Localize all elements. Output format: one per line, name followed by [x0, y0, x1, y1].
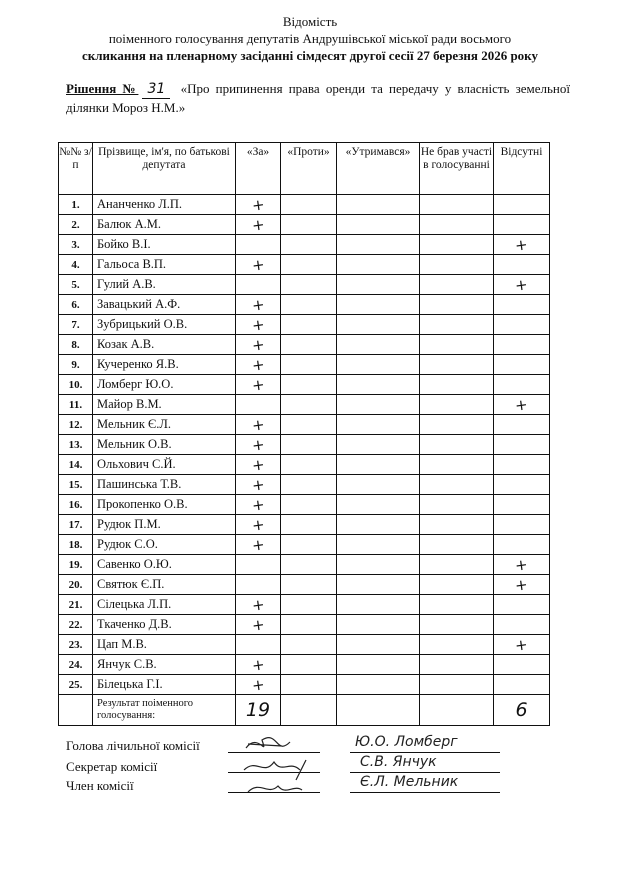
vote-for-mark	[236, 415, 281, 435]
row-number: 18.	[59, 535, 93, 555]
plus-mark: +	[250, 194, 266, 215]
vote-absent-mark	[494, 275, 550, 295]
plus-mark: +	[514, 554, 529, 575]
table-row	[59, 315, 550, 335]
deputy-name: Рудюк П.М.	[93, 515, 236, 535]
plus-mark: +	[514, 574, 529, 595]
vote-absent-mark	[494, 595, 550, 615]
row-number: 13.	[59, 435, 93, 455]
vote-notvoted-mark	[420, 635, 494, 655]
vote-notvoted-mark	[420, 195, 494, 215]
vote-for-mark	[236, 255, 281, 275]
vote-for-mark	[236, 395, 281, 415]
vote-rows	[59, 195, 550, 695]
member-name-line	[350, 792, 500, 793]
plus-mark: +	[514, 274, 529, 295]
vote-for-mark	[236, 315, 281, 335]
vote-for-mark	[236, 435, 281, 455]
vote-abstain-mark	[337, 635, 420, 655]
vote-notvoted-mark	[420, 675, 494, 695]
vote-abstain-mark	[337, 335, 420, 355]
deputy-name: Кучеренко Я.В.	[93, 355, 236, 375]
table-row	[59, 475, 550, 495]
vote-absent-mark	[494, 675, 550, 695]
vote-absent-mark	[494, 455, 550, 475]
plus-mark: +	[250, 654, 266, 675]
vote-abstain-mark	[337, 495, 420, 515]
row-number: 2.	[59, 215, 93, 235]
row-number: 4.	[59, 255, 93, 275]
plus-mark: +	[250, 594, 266, 615]
table-row	[59, 395, 550, 415]
vote-notvoted-mark	[420, 235, 494, 255]
table-row	[59, 435, 550, 455]
table-row	[59, 535, 550, 555]
vote-abstain-mark	[337, 215, 420, 235]
col-name-header: Прізвище, ім'я, по батькові депутата	[93, 143, 236, 195]
table-row	[59, 515, 550, 535]
col-notvoted-header: Не брав участі в голосуванні	[420, 143, 494, 195]
vote-against-mark	[281, 415, 337, 435]
vote-against-mark	[281, 215, 337, 235]
deputy-name: Майор В.М.	[93, 395, 236, 415]
deputy-name: Ткаченко Д.В.	[93, 615, 236, 635]
row-number: 9.	[59, 355, 93, 375]
vote-abstain-mark	[337, 595, 420, 615]
document-title: Відомість	[282, 14, 338, 29]
row-number: 1.	[59, 195, 93, 215]
result-against-cell	[281, 695, 337, 726]
deputy-name: Ломберг Ю.О.	[93, 375, 236, 395]
deputy-name: Козак А.В.	[93, 335, 236, 355]
vote-notvoted-mark	[420, 295, 494, 315]
chair-name: Ю.О. Ломберг	[355, 734, 458, 750]
table-row	[59, 575, 550, 595]
vote-notvoted-mark	[420, 615, 494, 635]
vote-against-mark	[281, 295, 337, 315]
vote-notvoted-mark	[420, 575, 494, 595]
result-for-count: 19	[236, 695, 281, 726]
table-row	[59, 375, 550, 395]
member-name: Є.Л. Мельник	[360, 774, 459, 790]
vote-notvoted-mark	[420, 255, 494, 275]
vote-for-mark	[236, 455, 281, 475]
row-number: 16.	[59, 495, 93, 515]
vote-for-mark	[236, 495, 281, 515]
table-row	[59, 615, 550, 635]
deputy-name: Зубрицький О.В.	[93, 315, 236, 335]
vote-table	[58, 142, 550, 726]
vote-against-mark	[281, 635, 337, 655]
plus-mark: +	[514, 394, 529, 415]
plus-mark: +	[250, 334, 266, 355]
plus-mark: +	[250, 534, 266, 555]
vote-against-mark	[281, 495, 337, 515]
vote-absent-mark	[494, 575, 550, 595]
vote-against-mark	[281, 595, 337, 615]
table-row	[59, 455, 550, 475]
decision-text: «Про припинення права оренди та передачу у власність земельної ділянки Мороз Н.М.»	[66, 81, 571, 115]
deputy-name: Балюк А.М.	[93, 215, 236, 235]
plus-mark: +	[250, 214, 266, 235]
plus-mark: +	[250, 374, 266, 395]
vote-abstain-mark	[337, 255, 420, 275]
vote-against-mark	[281, 195, 337, 215]
deputy-name: Прокопенко О.В.	[93, 495, 236, 515]
vote-abstain-mark	[337, 455, 420, 475]
row-number: 12.	[59, 415, 93, 435]
deputy-name: Гальоса В.П.	[93, 255, 236, 275]
vote-for-mark	[236, 515, 281, 535]
row-number: 21.	[59, 595, 93, 615]
vote-for-mark	[236, 475, 281, 495]
row-number: 3.	[59, 235, 93, 255]
plus-mark: +	[250, 474, 266, 495]
col-for-header: «За»	[236, 143, 281, 195]
vote-notvoted-mark	[420, 435, 494, 455]
row-number: 17.	[59, 515, 93, 535]
secretary-name: С.В. Янчук	[360, 754, 437, 770]
vote-absent-mark	[494, 375, 550, 395]
row-number: 24.	[59, 655, 93, 675]
decision-label: Рішення №	[66, 81, 139, 96]
vote-for-mark	[236, 675, 281, 695]
plus-mark: +	[250, 514, 266, 535]
document-subtitle: поіменного голосування депутатів Андрушівської міської ради восьмого	[108, 31, 512, 46]
vote-absent-mark	[494, 495, 550, 515]
row-number: 8.	[59, 335, 93, 355]
vote-against-mark	[281, 375, 337, 395]
vote-against-mark	[281, 335, 337, 355]
plus-mark: +	[250, 414, 266, 435]
vote-against-mark	[281, 395, 337, 415]
vote-notvoted-mark	[420, 275, 494, 295]
vote-absent-mark	[494, 295, 550, 315]
vote-absent-mark	[494, 415, 550, 435]
vote-abstain-mark	[337, 615, 420, 635]
plus-mark: +	[250, 314, 266, 335]
vote-for-mark	[236, 615, 281, 635]
vote-abstain-mark	[337, 555, 420, 575]
result-abstain-cell	[337, 695, 420, 726]
vote-notvoted-mark	[420, 655, 494, 675]
vote-abstain-mark	[337, 275, 420, 295]
row-number: 5.	[59, 275, 93, 295]
vote-against-mark	[281, 435, 337, 455]
vote-against-mark	[281, 255, 337, 275]
vote-absent-mark	[494, 475, 550, 495]
vote-absent-mark	[494, 655, 550, 675]
vote-notvoted-mark	[420, 315, 494, 335]
table-row	[59, 255, 550, 275]
table-row	[59, 495, 550, 515]
vote-notvoted-mark	[420, 535, 494, 555]
vote-absent-mark	[494, 195, 550, 215]
vote-abstain-mark	[337, 675, 420, 695]
vote-against-mark	[281, 455, 337, 475]
vote-abstain-mark	[337, 355, 420, 375]
vote-absent-mark	[494, 255, 550, 275]
vote-absent-mark	[494, 555, 550, 575]
signature-scribbles	[238, 730, 328, 802]
vote-abstain-mark	[337, 395, 420, 415]
vote-abstain-mark	[337, 375, 420, 395]
plus-mark: +	[250, 354, 266, 375]
vote-for-mark	[236, 355, 281, 375]
vote-notvoted-mark	[420, 475, 494, 495]
vote-abstain-mark	[337, 415, 420, 435]
deputy-name: Мельник Є.Л.	[93, 415, 236, 435]
deputy-name: Ольхович С.Й.	[93, 455, 236, 475]
row-number: 20.	[59, 575, 93, 595]
result-notvoted-cell	[420, 695, 494, 726]
deputy-name: Савенко О.Ю.	[93, 555, 236, 575]
vote-absent-mark	[494, 635, 550, 655]
vote-abstain-mark	[337, 315, 420, 335]
table-row	[59, 655, 550, 675]
vote-abstain-mark	[337, 535, 420, 555]
deputy-name: Гулий А.В.	[93, 275, 236, 295]
plus-mark: +	[250, 294, 266, 315]
chair-name-line	[350, 752, 500, 753]
session-line: скликання на пленарному засіданні сімдесят другої сесії 27 березня 2026 року	[82, 48, 538, 63]
plus-mark: +	[250, 674, 266, 695]
vote-for-mark	[236, 575, 281, 595]
table-row	[59, 675, 550, 695]
vote-abstain-mark	[337, 235, 420, 255]
result-absent-count: 6	[494, 695, 550, 726]
vote-for-mark	[236, 595, 281, 615]
vote-for-mark	[236, 555, 281, 575]
result-row	[59, 695, 550, 726]
vote-absent-mark	[494, 355, 550, 375]
table-row	[59, 235, 550, 255]
member-label: Член комісії	[66, 778, 134, 793]
deputy-name: Мельник О.В.	[93, 435, 236, 455]
vote-abstain-mark	[337, 575, 420, 595]
plus-mark: +	[514, 234, 529, 255]
table-row	[59, 555, 550, 575]
vote-abstain-mark	[337, 435, 420, 455]
vote-absent-mark	[494, 535, 550, 555]
vote-abstain-mark	[337, 195, 420, 215]
vote-absent-mark	[494, 615, 550, 635]
vote-against-mark	[281, 615, 337, 635]
secretary-name-line	[350, 772, 500, 773]
row-number: 19.	[59, 555, 93, 575]
vote-against-mark	[281, 355, 337, 375]
row-number: 22.	[59, 615, 93, 635]
deputy-name: Цап М.В.	[93, 635, 236, 655]
vote-abstain-mark	[337, 655, 420, 675]
chair-label: Голова лічильної комісії	[66, 738, 200, 753]
vote-for-mark	[236, 655, 281, 675]
deputy-name: Янчук С.В.	[93, 655, 236, 675]
col-absent-header: Відсутні	[494, 143, 550, 195]
row-number: 10.	[59, 375, 93, 395]
decision-block	[66, 80, 570, 116]
row-number: 7.	[59, 315, 93, 335]
table-row	[59, 215, 550, 235]
vote-notvoted-mark	[420, 515, 494, 535]
table-row	[59, 335, 550, 355]
plus-mark: +	[250, 454, 266, 475]
vote-notvoted-mark	[420, 455, 494, 475]
vote-against-mark	[281, 315, 337, 335]
table-row	[59, 295, 550, 315]
vote-absent-mark	[494, 515, 550, 535]
vote-abstain-mark	[337, 295, 420, 315]
deputy-name: Сілецька Л.П.	[93, 595, 236, 615]
vote-for-mark	[236, 295, 281, 315]
row-number: 14.	[59, 455, 93, 475]
vote-absent-mark	[494, 315, 550, 335]
vote-notvoted-mark	[420, 555, 494, 575]
vote-notvoted-mark	[420, 355, 494, 375]
vote-against-mark	[281, 675, 337, 695]
vote-for-mark	[236, 195, 281, 215]
vote-against-mark	[281, 575, 337, 595]
table-row	[59, 635, 550, 655]
vote-abstain-mark	[337, 475, 420, 495]
vote-absent-mark	[494, 215, 550, 235]
plus-mark: +	[514, 634, 529, 655]
vote-for-mark	[236, 535, 281, 555]
table-row	[59, 595, 550, 615]
vote-for-mark	[236, 375, 281, 395]
row-number: 15.	[59, 475, 93, 495]
vote-for-mark	[236, 635, 281, 655]
plus-mark: +	[250, 254, 266, 275]
table-row	[59, 195, 550, 215]
vote-absent-mark	[494, 435, 550, 455]
vote-notvoted-mark	[420, 215, 494, 235]
col-abstain-header: «Утримався»	[337, 143, 420, 195]
decision-number: 31	[142, 81, 170, 99]
result-label: Результат поіменного голосування:	[93, 695, 236, 726]
col-against-header: «Проти»	[281, 143, 337, 195]
vote-for-mark	[236, 275, 281, 295]
result-empty-cell	[59, 695, 93, 726]
vote-notvoted-mark	[420, 595, 494, 615]
vote-against-mark	[281, 475, 337, 495]
vote-notvoted-mark	[420, 495, 494, 515]
vote-notvoted-mark	[420, 395, 494, 415]
row-number: 11.	[59, 395, 93, 415]
vote-for-mark	[236, 235, 281, 255]
deputy-name: Ананченко Л.П.	[93, 195, 236, 215]
table-row	[59, 355, 550, 375]
vote-for-mark	[236, 335, 281, 355]
vote-for-mark	[236, 215, 281, 235]
row-number: 23.	[59, 635, 93, 655]
plus-mark: +	[250, 614, 266, 635]
deputy-name: Рудюк С.О.	[93, 535, 236, 555]
table-row	[59, 415, 550, 435]
vote-absent-mark	[494, 335, 550, 355]
plus-mark: +	[250, 494, 266, 515]
deputy-name: Пашинська Т.В.	[93, 475, 236, 495]
deputy-name: Бойко В.І.	[93, 235, 236, 255]
plus-mark: +	[250, 434, 266, 455]
vote-notvoted-mark	[420, 415, 494, 435]
deputy-name: Завацький А.Ф.	[93, 295, 236, 315]
vote-abstain-mark	[337, 515, 420, 535]
row-number: 6.	[59, 295, 93, 315]
vote-absent-mark	[494, 235, 550, 255]
vote-against-mark	[281, 275, 337, 295]
vote-absent-mark	[494, 395, 550, 415]
vote-against-mark	[281, 655, 337, 675]
col-number-header: №№ з/п	[59, 143, 93, 195]
vote-notvoted-mark	[420, 335, 494, 355]
vote-against-mark	[281, 555, 337, 575]
vote-against-mark	[281, 235, 337, 255]
row-number: 25.	[59, 675, 93, 695]
vote-notvoted-mark	[420, 375, 494, 395]
deputy-name: Святюк Є.П.	[93, 575, 236, 595]
vote-against-mark	[281, 535, 337, 555]
vote-against-mark	[281, 515, 337, 535]
deputy-name: Білецька Г.І.	[93, 675, 236, 695]
secretary-label: Секретар комісії	[66, 759, 158, 774]
table-row	[59, 275, 550, 295]
